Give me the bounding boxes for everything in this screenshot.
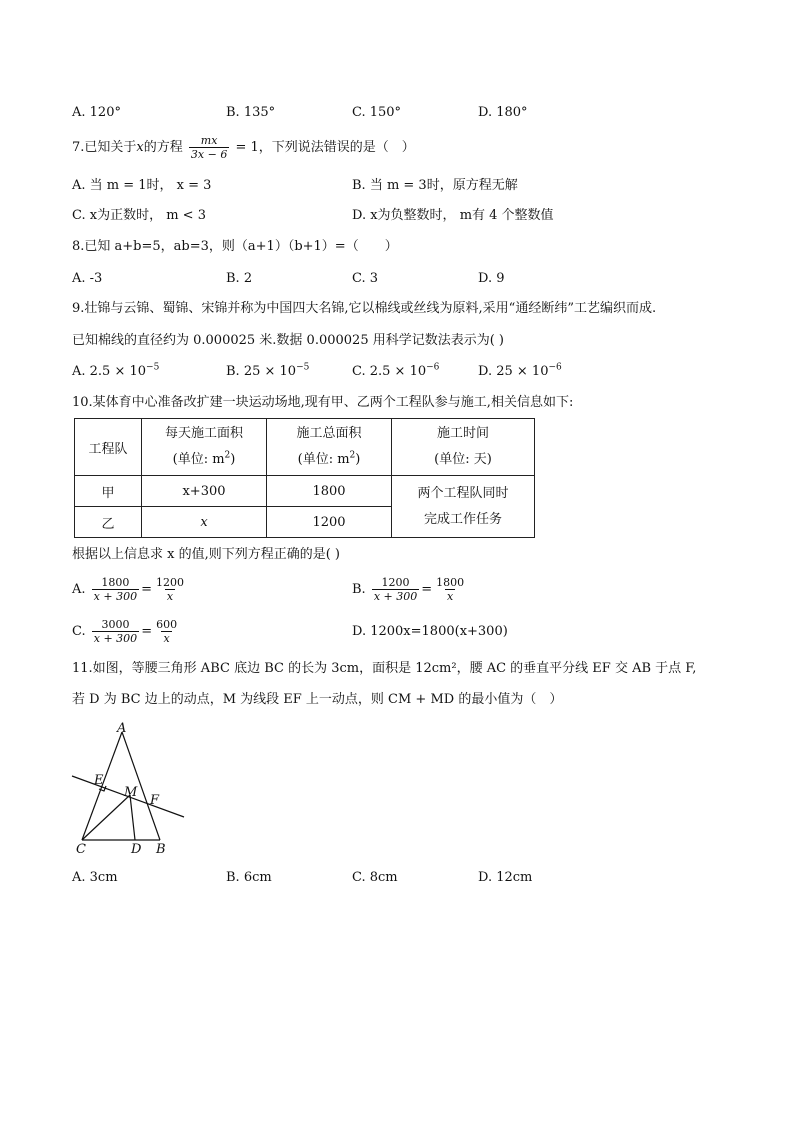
q7-prefix: 7.已知关于 (72, 140, 137, 155)
header-time (392, 419, 535, 476)
q10-b-num1: 1200 (381, 576, 410, 589)
triangle-figure (66, 718, 196, 860)
q10-b-num2: 1800 (436, 576, 465, 589)
q8-option-b: B. 2 (226, 271, 253, 286)
q6-option-d: D. 180° (478, 105, 528, 120)
q9-option-c-exp: −6 (426, 362, 440, 373)
segment-cm (82, 795, 130, 840)
header-daily-unit: (单位: m (172, 452, 225, 467)
header-daily-close: ) (230, 452, 236, 467)
q8-option-d: D. 9 (478, 271, 505, 286)
q7-mid: 的方程 (143, 140, 183, 155)
header-daily-area (142, 419, 267, 476)
q10-info-table (74, 418, 535, 538)
time-line1: 两个工程队同时 (417, 485, 509, 501)
q7-option-b: B. 当 m = 3时，原方程无解 (352, 178, 518, 193)
q9-option-c-base: C. 2.5 × 10 (352, 364, 427, 379)
q9-option-d (478, 363, 562, 381)
q10-b-den2: x (447, 590, 454, 603)
q8-option-c: C. 3 (352, 271, 379, 286)
header-total-line2 (267, 447, 391, 473)
q9-option-d-base: D. 25 × 10 (478, 364, 549, 379)
q7-option-a: A. 当 m = 1时， x = 3 (72, 178, 212, 193)
label-b: B (156, 842, 166, 857)
label-m: M (124, 785, 138, 800)
q10-option-c-label: C. (72, 624, 86, 639)
q9-option-b-base: B. 25 × 10 (226, 364, 297, 379)
q7-frac-den: 3x − 6 (190, 148, 228, 161)
q7-option-d: D. x为负整数时， m有 4 个整数值 (352, 208, 554, 223)
q11-option-a: A. 3cm (72, 870, 118, 885)
q10-option-a-label: A. (72, 582, 86, 597)
q9-option-d-exp: −6 (548, 362, 562, 373)
time-merged-cell (392, 476, 535, 538)
q8-option-a: A. -3 (72, 271, 103, 286)
header-team: 工程队 (75, 419, 142, 476)
q7-stem (72, 133, 415, 163)
q10-c-den1: x + 300 (93, 632, 138, 645)
q10-a-num1: 1800 (101, 576, 130, 589)
q10-b-den1: x + 300 (373, 590, 418, 603)
row1-total: 1800 (267, 476, 392, 507)
q9-option-a-exp: −5 (146, 362, 160, 373)
header-time-line2: (单位: 天) (434, 452, 492, 467)
q10-option-d: D. 1200x=1800(x+300) (352, 624, 508, 639)
row1-team: 甲 (75, 476, 142, 507)
row2-team: 乙 (75, 507, 142, 538)
q8-stem: 8.已知 a+b=5，ab=3，则（a+1）（b+1）=（ ） (72, 239, 398, 254)
q11-option-b: B. 6cm (226, 870, 272, 885)
label-d: D (131, 842, 142, 857)
q7-fraction (189, 134, 229, 161)
q10-a-eq: = (141, 582, 152, 597)
q7-frac-num: mx (200, 134, 218, 147)
q10-a-num2: 1200 (156, 576, 184, 589)
header-total-line1: 施工总面积 (296, 426, 362, 441)
q10-c-frac1 (92, 618, 139, 645)
q10-question: 根据以上信息求 x 的值,则下列方程正确的是( ) (72, 547, 341, 562)
row1-daily: x+300 (142, 476, 267, 507)
q7-suffix: ，下列说法错误的是（ ） (258, 140, 415, 155)
q11-option-c: C. 8cm (352, 870, 398, 885)
table-header-row (75, 419, 535, 476)
q9-stem-line1: 9.壮锦与云锦、蜀锦、宋锦并称为中国四大名锦,它以棉线或丝线为原料,采用“通经断纬”工艺编织而成. (72, 301, 657, 316)
q7-var-x: x (136, 140, 144, 155)
q10-stem: 10.某体育中心准备改扩建一块运动场地,现有甲、乙两个工程队参与施工,相关信息如下: (72, 395, 574, 410)
q10-b-frac1 (372, 576, 419, 603)
header-total-sq: 2 (349, 450, 356, 461)
q7-eq: = 1 (235, 140, 259, 155)
q10-option-b (352, 572, 468, 608)
q10-c-num2: 600 (156, 618, 178, 631)
q11-option-d: D. 12cm (478, 870, 533, 885)
q9-stem-line2: 已知棉线的直径约为 0.000025 米.数据 0.000025 用科学记数法表示为( ) (72, 333, 504, 348)
q9-option-c (352, 363, 439, 381)
header-total-close: ) (355, 452, 361, 467)
q9-option-b-exp: −5 (296, 362, 310, 373)
q6-option-c: C. 150° (352, 105, 402, 120)
label-a: A (117, 721, 127, 736)
q6-option-a: A. 120° (72, 105, 121, 120)
q10-c-den2: x (163, 632, 170, 645)
q10-c-frac2 (154, 618, 179, 645)
q7-option-c: C. x为正数时， m < 3 (72, 208, 206, 223)
label-c: C (76, 842, 86, 857)
q11-stem-line2: 若 D 为 BC 边上的动点，M 为线段 EF 上一动点，则 CM + MD 的最小值为（ ） (72, 692, 563, 707)
q10-option-c (72, 614, 181, 650)
q9-option-b (226, 363, 309, 381)
q10-a-frac1 (92, 576, 139, 603)
q10-c-eq: = (141, 624, 153, 639)
q11-stem-line1: 11.如图，等腰三角形 ABC 底边 BC 的长为 3cm，面积是 12cm²，腰 AC 的垂直平分线 EF 交 AB 于点 F, (72, 661, 697, 676)
header-daily-line1: 每天施工面积 (164, 426, 243, 441)
header-daily-sq: 2 (224, 450, 231, 461)
q10-option-b-label: B. (352, 582, 366, 597)
label-e: E (94, 773, 104, 788)
row2-total: 1200 (267, 507, 392, 538)
q10-a-frac2 (154, 576, 186, 603)
q10-b-eq: = (421, 582, 433, 597)
q10-c-num1: 3000 (101, 618, 130, 631)
time-line2: 完成工作任务 (423, 511, 502, 527)
q10-a-den1: x + 300 (93, 590, 138, 603)
header-total-unit: (单位: m (297, 452, 350, 467)
header-time-line1: 施工时间 (436, 426, 489, 441)
q10-a-den2: x (166, 590, 174, 603)
table-row (75, 476, 535, 507)
segment-md (130, 795, 135, 840)
q9-option-a-base: A. 2.5 × 10 (72, 364, 147, 379)
label-f: F (150, 793, 160, 808)
q9-option-a (72, 363, 159, 381)
q10-option-a (72, 572, 188, 608)
row2-daily: x (142, 507, 267, 538)
header-total-area (267, 419, 392, 476)
q10-b-frac2 (434, 576, 466, 603)
header-daily-line2 (142, 447, 266, 473)
q6-option-b: B. 135° (226, 105, 276, 120)
